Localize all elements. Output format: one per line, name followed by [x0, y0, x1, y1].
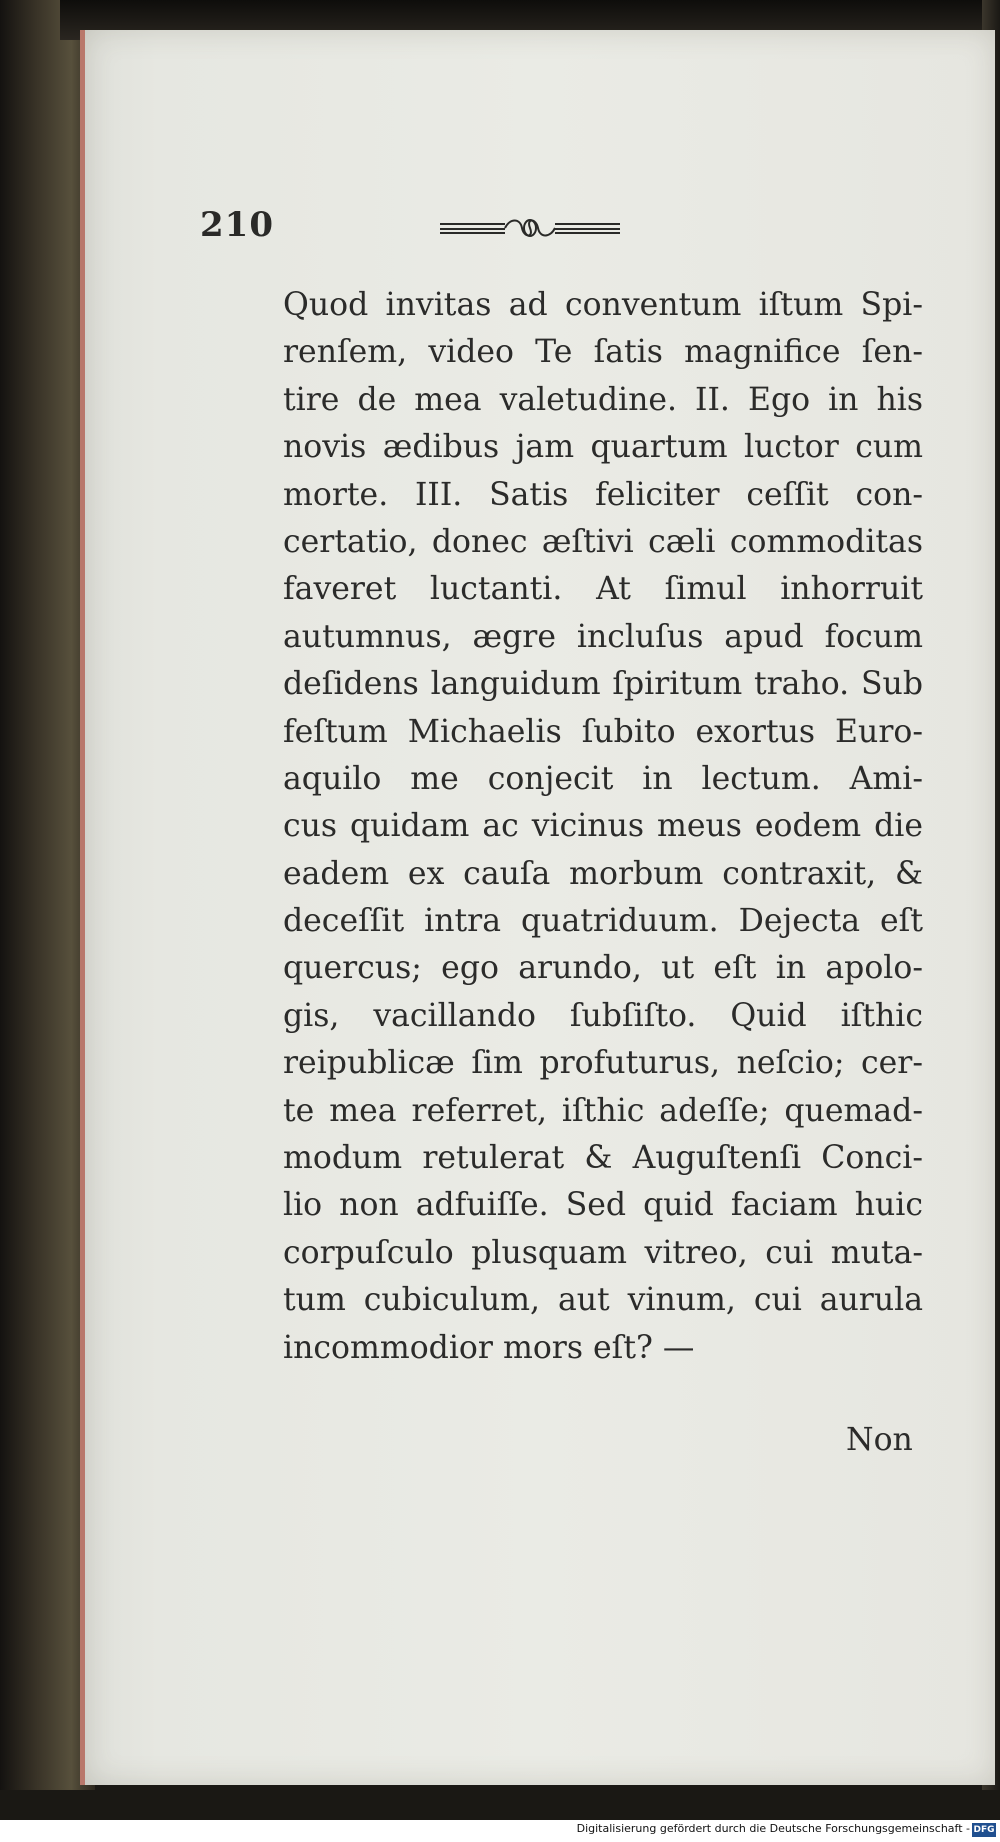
text-line: corpuſculo plusquam vitreo, cui muta-	[283, 1234, 923, 1271]
text-line: faveret luctanti. At ſimul inhorruit	[283, 571, 923, 608]
text-line: tum cubiculum, aut vinum, cui aurula	[283, 1282, 923, 1319]
digitization-credit: Digitalisierung gefördert durch die Deutsche Forschungsgemeinschaft -	[576, 1822, 970, 1835]
text-line: autumnus, ægre incluſus apud focum	[283, 618, 923, 655]
text-line: novis ædibus jam quartum luctor cum	[283, 429, 923, 466]
page-number: 210	[200, 205, 274, 245]
text-line: cus quidam ac vicinus meus eodem die	[283, 808, 923, 845]
text-line: renſem, video Te ſatis magnifice ſen-	[283, 334, 923, 371]
text-line: deſidens languidum ſpiritum traho. Sub	[283, 666, 923, 703]
text-line: aquilo me conjecit in lectum. Ami-	[283, 760, 923, 797]
text-line: eadem ex cauſa morbum contraxit, &	[283, 855, 923, 892]
text-line: feſtum Michaelis ſubito exortus Euro-	[283, 713, 923, 750]
text-line: morte. III. Satis feliciter ceſſit con-	[283, 476, 923, 513]
body-text	[283, 282, 923, 1372]
text-line: lio non adfuiſſe. Sed quid faciam huic	[283, 1187, 923, 1224]
text-line: quercus; ego arundo, ut eſt in apolo-	[283, 950, 923, 987]
text-line: certatio, donec æſtivi cæli commoditas	[283, 523, 923, 560]
text-line: Quod invitas ad conventum iſtum Spi-	[283, 287, 923, 323]
decorative-rule-ornament-icon	[440, 215, 620, 241]
text-line: te mea referret, iſthic adeſſe; quemad-	[283, 1092, 923, 1129]
catchword: Non	[846, 1422, 913, 1458]
text-line: modum retulerat & Auguſtenſi Conci-	[283, 1140, 923, 1177]
text-line: reipublicæ ſim profuturus, neſcio; cer-	[283, 1045, 923, 1082]
text-line: gis, vacillando ſubſiſto. Quid iſthic	[283, 997, 923, 1034]
text-line: deceſſit intra quatriduum. Dejecta eſt	[283, 903, 923, 940]
text-line: tire de mea valetudine. II. Ego in his	[283, 381, 923, 418]
dfg-logo-icon: DFG	[973, 1825, 995, 1835]
text-line: incommodior mors eſt? —	[283, 1329, 695, 1366]
page-header	[200, 205, 760, 255]
